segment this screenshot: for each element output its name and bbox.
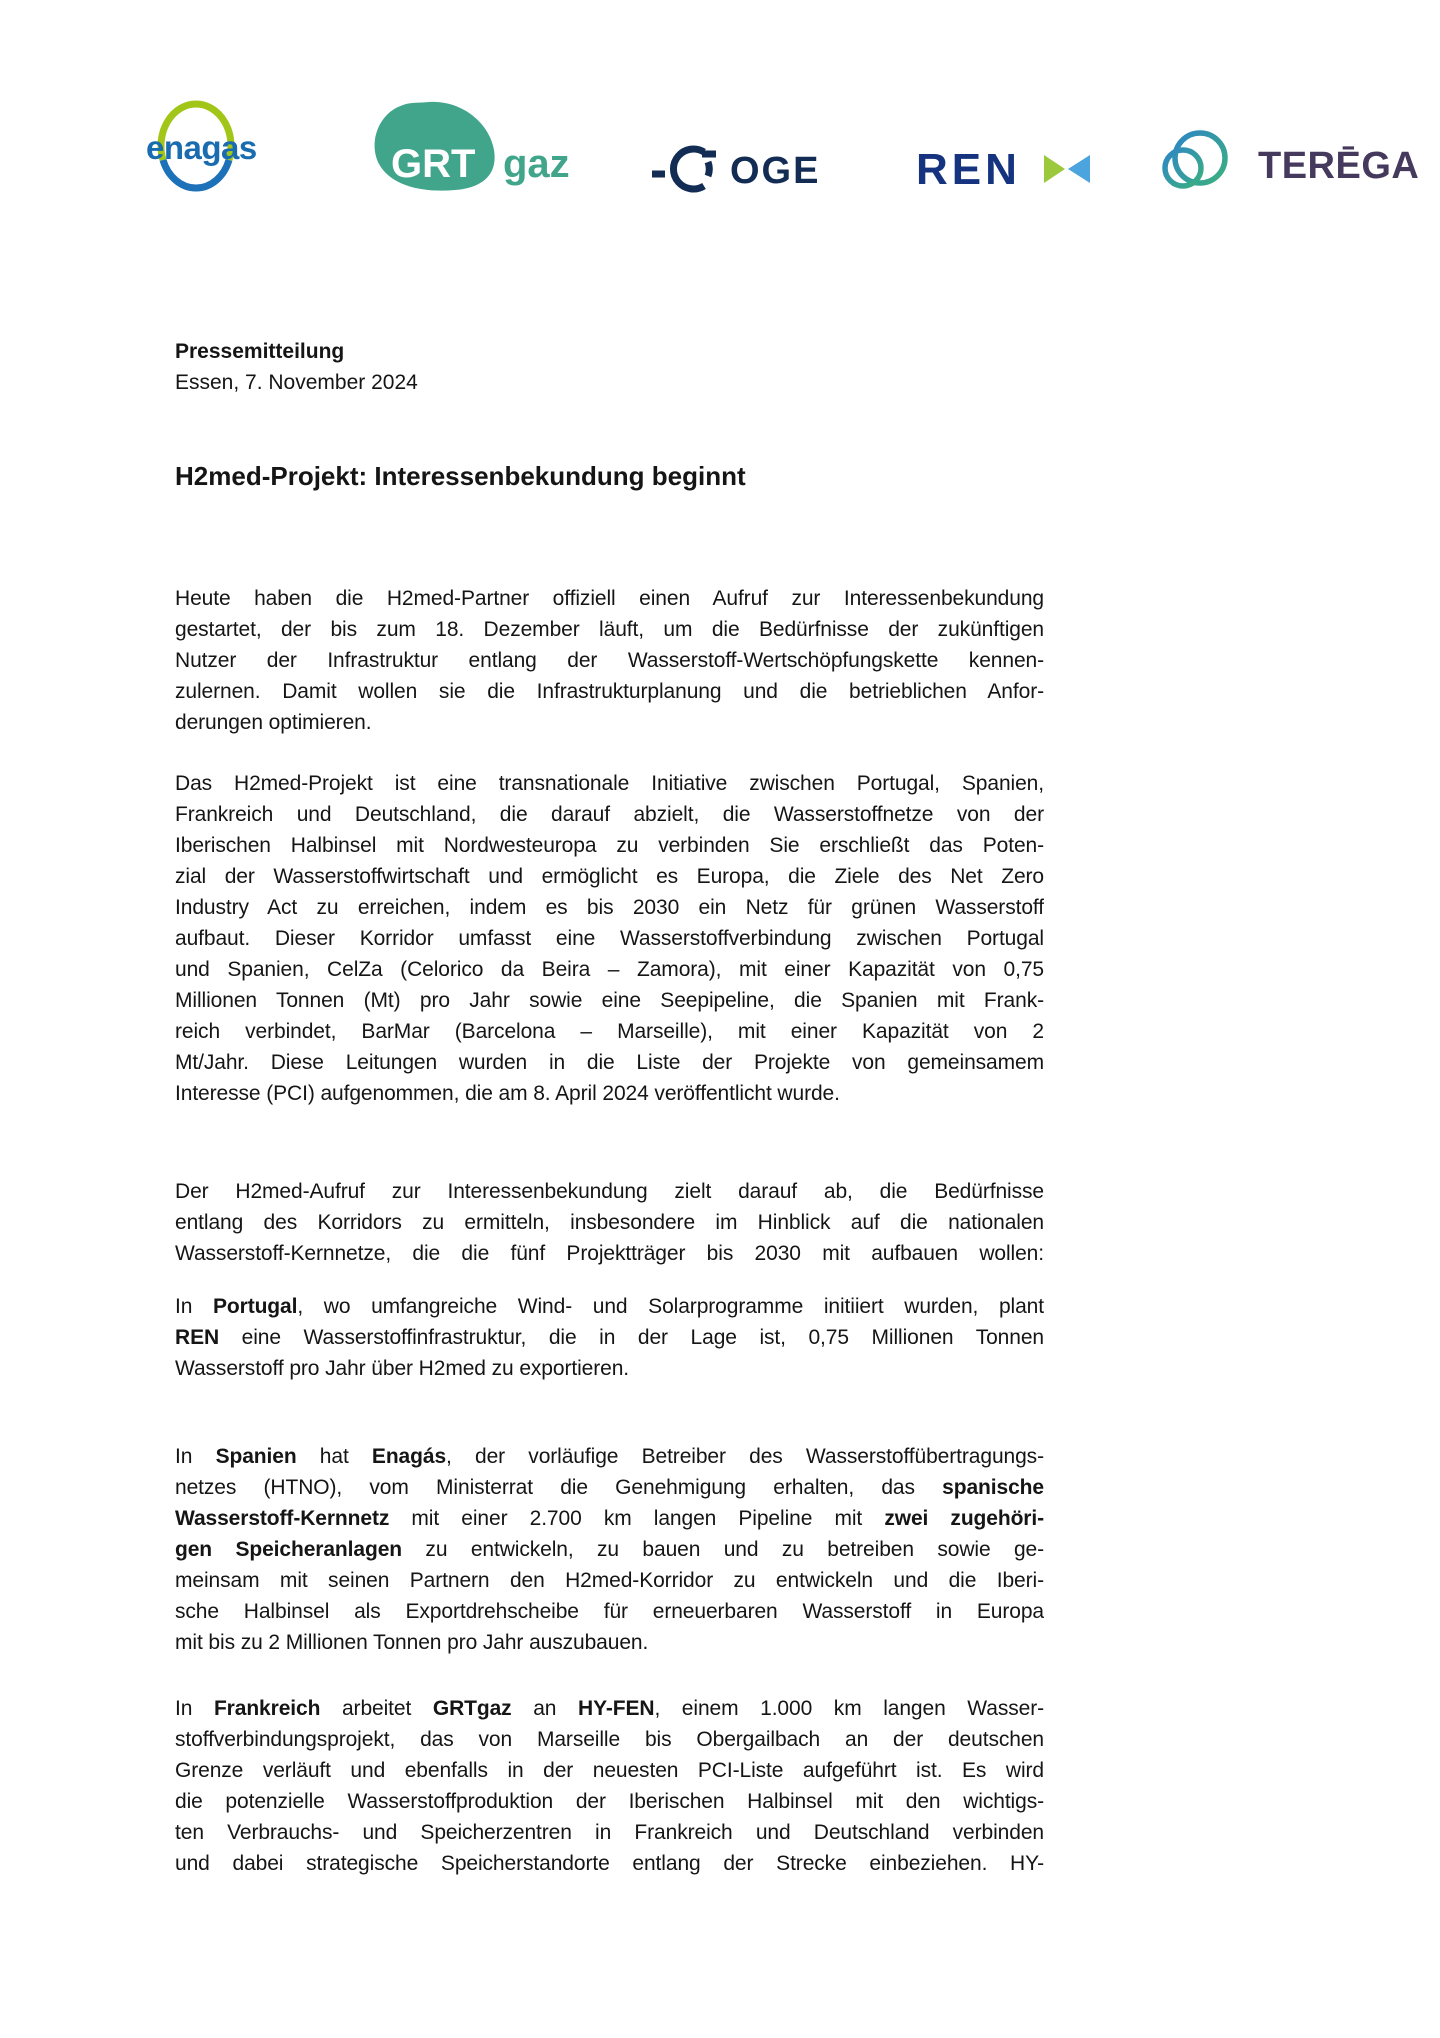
text-segment: Das H2med-Projekt ist eine transnationale Initiative zwischen Portugal, Spanien, — [175, 772, 1044, 795]
text-segment: ten Verbrauchs- und Speicherzentren in Frankreich und Deutschland verbinden — [175, 1821, 1044, 1844]
paragraph-project-overview — [175, 768, 1044, 1109]
text-segment: , einem 1.000 km langen Wasser- — [654, 1697, 1044, 1720]
text-line — [175, 707, 1044, 738]
bold-text-segment: REN — [175, 1326, 220, 1349]
text-segment: Mt/Jahr. Diese Leitungen wurden in die Liste der Projekte von gemeinsamem — [175, 1051, 1044, 1074]
text-segment: In — [175, 1445, 216, 1468]
paragraph-france — [175, 1693, 1044, 1879]
text-segment: Industry Act zu erreichen, indem es bis 2030 ein Netz für grünen Wasserstoff — [175, 896, 1044, 919]
text-segment: reich verbindet, BarMar (Barcelona – Marseille), mit einer Kapazität von 2 — [175, 1020, 1044, 1043]
paragraph-call-purpose — [175, 1176, 1044, 1269]
text-segment: mit bis zu 2 Millionen Tonnen pro Jahr auszubauen. — [175, 1631, 649, 1654]
text-line — [175, 830, 1044, 861]
text-segment: arbeitet — [320, 1697, 433, 1720]
paragraph-intro — [175, 583, 1044, 738]
text-line — [175, 1047, 1044, 1078]
text-segment: Wasserstoff pro Jahr über H2med zu exportieren. — [175, 1357, 630, 1380]
bold-text-segment: Spanien — [215, 1445, 297, 1468]
oge-logo — [650, 140, 838, 195]
text-segment: Der H2med-Aufruf zur Interessenbekundung zielt darauf ab, die Bedürfnisse — [175, 1180, 1044, 1203]
bold-text-segment: Enagás — [371, 1445, 447, 1468]
text-segment: Nutzer der Infrastruktur entlang der Wasserstoff-Wertschöpfungskette kennen- — [175, 649, 1044, 672]
paragraph-spain — [175, 1441, 1044, 1658]
text-line — [175, 614, 1044, 645]
text-line — [175, 1503, 1044, 1534]
terega-globe-icon — [1152, 133, 1248, 186]
text-segment: zu entwickeln, zu bauen und zu betreiben sowie ge- — [402, 1538, 1044, 1561]
text-line — [175, 1078, 1044, 1109]
text-line — [175, 1627, 1044, 1658]
enagas-wordmark: enagas — [146, 129, 257, 166]
page-title: H2med-Projekt: Interessenbekundung beginnt — [175, 461, 746, 491]
text-segment: Millionen Tonnen (Mt) pro Jahr sowie eine Seepipeline, die Spanien mit Frank- — [175, 989, 1044, 1012]
text-line — [175, 1176, 1044, 1207]
text-segment: zial der Wasserstoffwirtschaft und ermöglicht es Europa, die Ziele des Net Zero — [175, 865, 1044, 888]
text-line — [175, 1817, 1044, 1848]
terega-logo — [1150, 126, 1420, 194]
ren-logo — [916, 148, 1092, 190]
text-line — [175, 923, 1044, 954]
document-header — [175, 336, 1044, 398]
enagas-logo-graphic — [138, 100, 274, 192]
bold-text-segment: HY-FEN — [578, 1697, 655, 1720]
text-segment: Wasserstoff-Kernnetze, die die fünf Projektträger bis 2030 mit aufbauen wollen: — [175, 1242, 1044, 1265]
bold-text-segment: Portugal — [212, 1295, 298, 1318]
text-line — [175, 768, 1044, 799]
bold-text-segment: GRTgaz — [432, 1697, 512, 1720]
text-segment: aufbaut. Dieser Korridor umfasst eine Wasserstoffverbindung zwischen Portugal — [175, 927, 1044, 950]
text-line — [175, 985, 1044, 1016]
text-segment: Grenze verläuft und ebenfalls in der neuesten PCI-Liste aufgeführt ist. Es wird — [175, 1759, 1044, 1782]
ren-logo-graphic — [916, 148, 1092, 190]
text-line — [175, 1693, 1044, 1724]
text-segment: meinsam mit seinen Partnern den H2med-Korridor zu entwickeln und die Iberi- — [175, 1569, 1044, 1592]
text-line — [175, 1786, 1044, 1817]
bold-text-segment: spanische — [942, 1476, 1044, 1499]
grtgaz-logo-graphic — [363, 100, 591, 192]
text-segment: , der vorläufige Betreiber des Wasserstoffübertragungs- — [446, 1445, 1044, 1468]
text-line — [175, 1207, 1044, 1238]
paragraph-portugal — [175, 1291, 1044, 1384]
text-segment: Heute haben die H2med-Partner offiziell einen Aufruf zur Interessenbekundung — [175, 587, 1044, 610]
text-line — [175, 1016, 1044, 1047]
ren-bowtie-icon — [1044, 155, 1090, 183]
text-line — [175, 892, 1044, 923]
text-segment: Iberischen Halbinsel mit Nordwesteuropa zu verbinden Sie erschließt das Poten- — [175, 834, 1044, 857]
text-line — [175, 1322, 1044, 1353]
text-segment: sche Halbinsel als Exportdrehscheibe für erneuerbaren Wasserstoff in Europa — [175, 1600, 1044, 1623]
bold-text-segment: zwei zugehöri- — [884, 1507, 1044, 1530]
text-line — [175, 799, 1044, 830]
text-segment: netzes (HTNO), vom Ministerrat die Genehmigung erhalten, das — [175, 1476, 943, 1499]
terega-logo-graphic — [1150, 126, 1420, 194]
terega-wordmark: TERĒGA — [1258, 145, 1420, 187]
text-line — [175, 1353, 1044, 1384]
text-line — [175, 861, 1044, 892]
text-segment: In — [175, 1697, 214, 1720]
bold-text-segment: Frankreich — [213, 1697, 321, 1720]
document-kind-label: Pressemitteilung — [175, 340, 345, 363]
text-line — [175, 1848, 1044, 1879]
text-line — [175, 1291, 1044, 1322]
text-segment: In — [175, 1295, 213, 1318]
text-segment: gestartet, der bis zum 18. Dezember läuft, um die Bedürfnisse der zukünftigen — [175, 618, 1044, 641]
oge-logo-graphic — [650, 140, 838, 195]
text-line — [175, 1565, 1044, 1596]
text-segment: stoffverbindungsprojekt, das von Marseille bis Obergailbach an der deutschen — [175, 1728, 1044, 1751]
text-line — [175, 1596, 1044, 1627]
ren-wordmark: REN — [916, 148, 1021, 190]
text-segment: Interesse (PCI) aufgenommen, die am 8. April 2024 veröffentlicht wurde. — [175, 1082, 840, 1105]
text-segment: entlang des Korridors zu ermitteln, insbesondere im Hinblick auf die nationalen — [175, 1211, 1044, 1234]
text-line — [175, 1238, 1044, 1269]
text-segment: und Spanien, CelZa (Celorico da Beira – Zamora), mit einer Kapazität von 0,75 — [175, 958, 1044, 981]
text-line — [175, 1755, 1044, 1786]
bold-text-segment: Wasserstoff-Kernnetz — [175, 1507, 390, 1530]
text-segment: , wo umfangreiche Wind- und Solarprogramme initiiert wurden, plant — [297, 1295, 1044, 1318]
grtgaz-wordmark-gaz: gaz — [503, 142, 570, 186]
enagas-logo — [138, 100, 274, 192]
grtgaz-logo — [363, 100, 591, 192]
text-line — [175, 954, 1044, 985]
text-segment: mit einer 2.700 km langen Pipeline mit — [389, 1507, 885, 1530]
text-segment: zulernen. Damit wollen sie die Infrastrukturplanung und die betrieblichen Anfor- — [175, 680, 1044, 703]
text-line — [175, 645, 1044, 676]
text-line — [175, 1441, 1044, 1472]
text-segment: die potenzielle Wasserstoffproduktion der Iberischen Halbinsel mit den wichtigs- — [175, 1790, 1044, 1813]
text-segment: eine Wasserstoffinfrastruktur, die in der Lage ist, 0,75 Millionen Tonnen — [219, 1326, 1044, 1349]
dateline: Essen, 7. November 2024 — [175, 371, 418, 394]
grtgaz-wordmark-grt: GRT — [391, 142, 476, 186]
text-segment: hat — [296, 1445, 372, 1468]
text-line — [175, 1472, 1044, 1503]
text-line — [175, 676, 1044, 707]
text-segment: an — [511, 1697, 579, 1720]
oge-wordmark: OGE — [730, 150, 821, 192]
oge-flow-icon — [652, 149, 716, 189]
text-segment: derungen optimieren. — [175, 711, 372, 734]
bold-text-segment: gen Speicheranlagen — [175, 1538, 403, 1561]
text-segment: Frankreich und Deutschland, die darauf abzielt, die Wasserstoffnetze von der — [175, 803, 1044, 826]
text-line — [175, 1534, 1044, 1565]
text-segment: und dabei strategische Speicherstandorte entlang der Strecke einbeziehen. HY- — [175, 1852, 1044, 1875]
text-line — [175, 1724, 1044, 1755]
text-line — [175, 583, 1044, 614]
